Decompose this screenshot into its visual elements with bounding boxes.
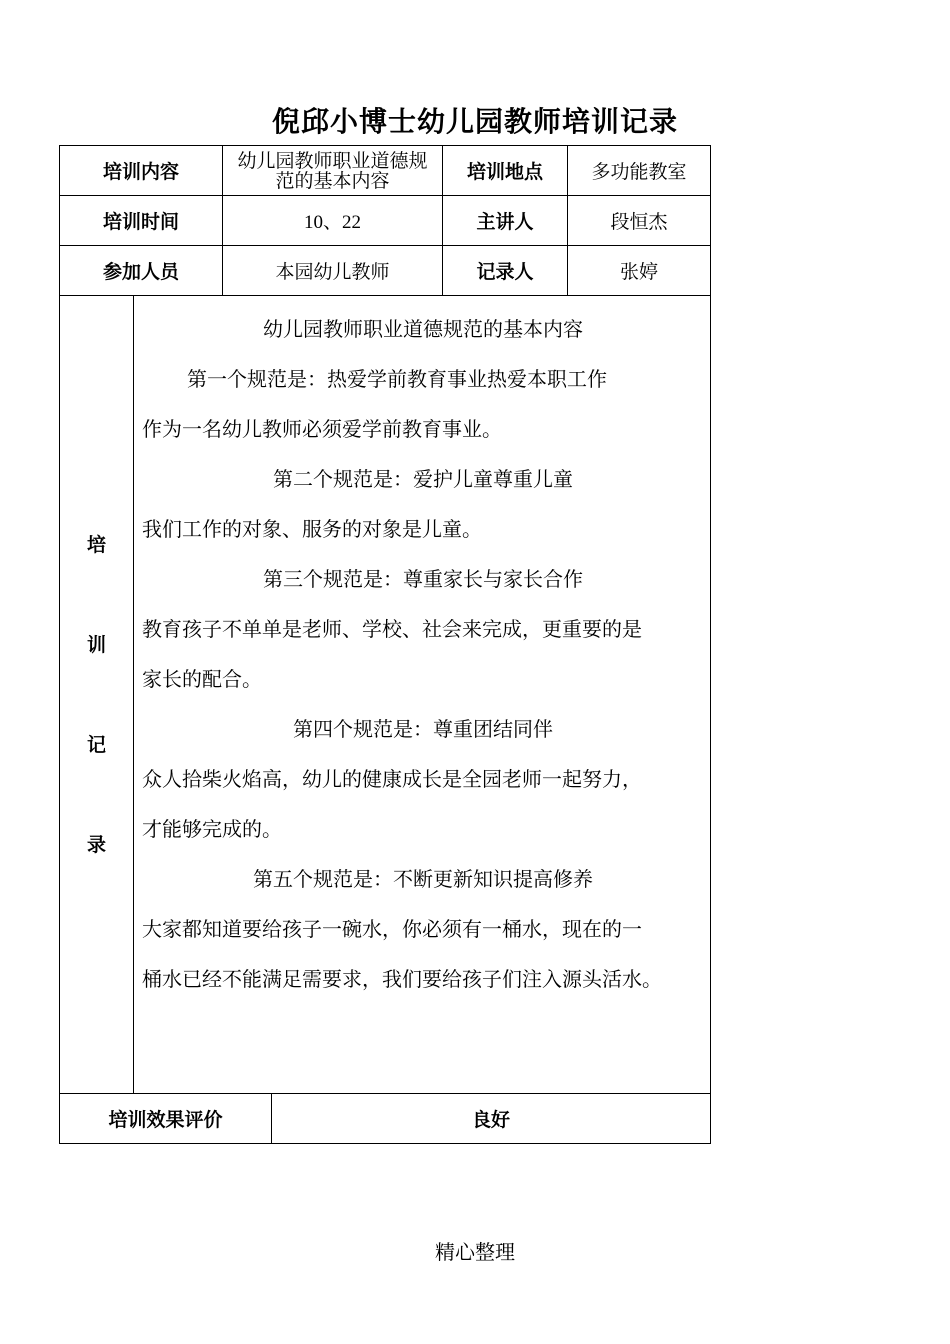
time-label: 培训时间 [60,196,223,246]
table-row [60,296,711,1094]
record-line: 第五个规范是：不断更新知识提高修养 [253,867,594,891]
speaker-value: 段恒杰 [568,196,711,246]
page-footer: 精心整理 [435,1240,515,1264]
record-line: 第二个规范是：爱护儿童尊重儿童 [273,467,574,491]
evaluation-label: 培训效果评价 [60,1094,272,1144]
record-line: 作为一名幼儿教师必须爱学前教育事业。 [142,417,502,441]
record-side-char: 训 [86,633,106,656]
record-line: 才能够完成的。 [142,817,282,841]
evaluation-value: 良好 [272,1094,711,1144]
record-line: 众人拾柴火焰高，幼儿的健康成长是全园老师一起努力， [142,767,642,791]
table-row [60,1094,711,1144]
record-line: 第一个规范是：热爱学前教育事业热爱本职工作 [187,367,607,391]
record-line: 幼儿园教师职业道德规范的基本内容 [263,317,584,341]
record-line: 桶水已经不能满足需要求，我们要给孩子们注入源头活水。 [142,967,662,991]
record-line: 第四个规范是：尊重团结同伴 [293,717,554,741]
record-side-char: 记 [86,733,106,756]
record-line: 家长的配合。 [142,667,262,691]
record-line: 大家都知道要给孩子一碗水，你必须有一桶水，现在的一 [142,917,642,941]
record-line: 第三个规范是：尊重家长与家长合作 [263,567,584,591]
record-side-char: 培 [86,533,106,556]
record-side-label [60,296,134,1094]
record-side-char: 录 [86,833,106,856]
recorder-label: 记录人 [443,246,568,296]
training-record-table [59,145,711,1144]
content-value: 幼儿园教师职业道德规范的基本内容 [223,146,443,196]
document-title: 倪邱小博士幼儿园教师培训记录 [271,105,678,138]
record-line: 我们工作的对象、服务的对象是儿童。 [142,517,482,541]
location-label: 培训地点 [443,146,568,196]
location-value: 多功能教室 [568,146,711,196]
speaker-label: 主讲人 [443,196,568,246]
record-line: 教育孩子不单单是老师、学校、社会来完成，更重要的是 [142,617,642,641]
table-row [60,246,711,296]
participants-label: 参加人员 [60,246,223,296]
content-label: 培训内容 [60,146,223,196]
record-body [134,296,711,1094]
time-value: 10、22 [223,196,443,246]
table-row [60,196,711,246]
participants-value: 本园幼儿教师 [223,246,443,296]
recorder-value: 张婷 [568,246,711,296]
table-row [60,146,711,196]
